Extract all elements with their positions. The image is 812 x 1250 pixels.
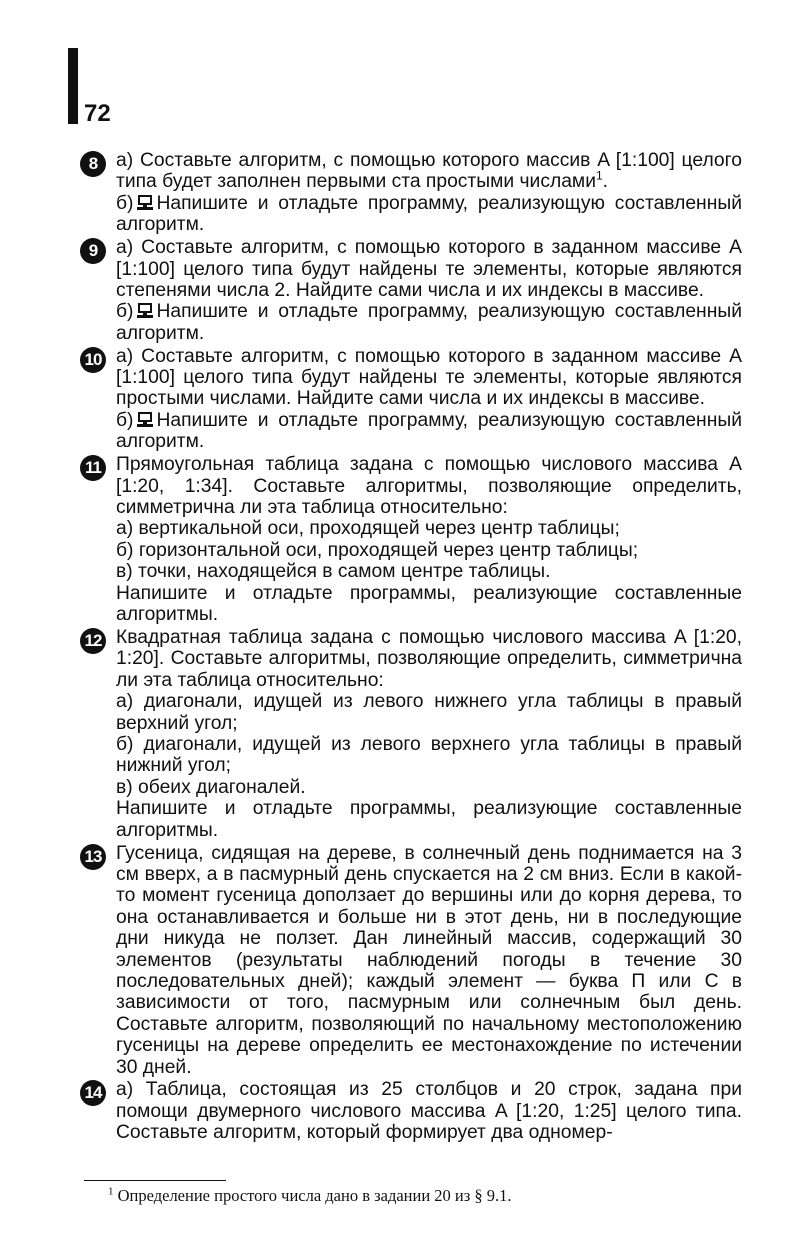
task-text: а) Составьте алгоритм, с помощью которого в заданном массиве A [1:100] целого типа будут найдены те элементы, которые являются степенями числа 2. Найдите сами числа и их индексы в массиве.	[116, 237, 742, 301]
task-item	[80, 1079, 742, 1143]
subtask-label: б)	[116, 409, 134, 431]
task-number-badge: 12	[80, 628, 106, 654]
task-paragraph	[116, 454, 742, 518]
task-number-badge: 9	[80, 238, 106, 264]
task-text: в) обеих диагоналей.	[116, 776, 306, 798]
computer-icon	[136, 411, 154, 428]
task-item	[80, 843, 742, 1078]
task-paragraph	[116, 734, 742, 777]
task-paragraph	[116, 777, 742, 798]
task-paragraph	[116, 540, 742, 561]
footnote-text: Определение простого числа дано в задании 20 из § 9.1.	[117, 1186, 512, 1205]
task-item	[80, 627, 742, 841]
task-text: б) диагонали, идущей из левого верхнего угла таблицы в правый нижний угол;	[116, 733, 742, 777]
subtask-label: б)	[116, 192, 134, 214]
task-number-badge: 13	[80, 844, 106, 870]
task-paragraph	[116, 561, 742, 582]
sentence-end: .	[602, 171, 609, 193]
footnote-mark: 1	[108, 1185, 114, 1198]
task-paragraph	[116, 843, 742, 1078]
task-text: в) точки, находящейся в самом центре таблицы.	[116, 561, 551, 583]
task-text: Напишите и отладьте программы, реализующие составленные алгоритмы.	[116, 582, 742, 626]
task-paragraph	[116, 583, 742, 626]
task-paragraph	[116, 301, 742, 344]
task-text: а) вертикальной оси, проходящей через центр таблицы;	[116, 518, 620, 540]
task-paragraph	[116, 150, 742, 193]
task-number-badge: 8	[80, 151, 106, 177]
task-list	[80, 150, 742, 1145]
task-paragraph	[116, 798, 742, 841]
task-number-badge: 11	[80, 455, 106, 481]
task-text: Напишите и отладьте программу, реализующую составленный алгоритм.	[116, 409, 742, 453]
task-item	[80, 237, 742, 344]
task-text: Прямоугольная таблица задана с помощью числового массива A [1:20, 1:34]. Составьте алгоритмы, позволяющие определить, симметрична ли эта таблица относительно:	[116, 454, 742, 518]
task-number-badge: 10	[80, 347, 106, 373]
task-text: а) Таблица, состоящая из 25 столбцов и 20 строк, задана при помощи двумерного числового массива A [1:20, 1:25] целого типа. Составьте алгоритм, который формирует два одномер-	[116, 1079, 742, 1144]
task-text: Квадратная таблица задана с помощью числового массива A [1:20, 1:20]. Составьте алгоритмы, позволяющие определить, симметрична ли эта таблица относительно:	[116, 626, 742, 691]
task-text: а) Составьте алгоритм, с помощью которого в заданном массиве A [1:100] целого типа будут найдены те элементы, которые являются простыми числами. Найдите сами числа и их индексы в массиве.	[116, 345, 742, 410]
task-paragraph	[116, 193, 742, 236]
footnote-divider	[84, 1180, 226, 1181]
task-text: Напишите и отладьте программу, реализующую составленный алгоритм.	[116, 192, 742, 236]
task-number-badge: 14	[80, 1080, 106, 1106]
computer-icon	[136, 194, 154, 211]
task-paragraph	[116, 627, 742, 691]
page-number: 72	[84, 100, 111, 127]
task-paragraph	[116, 237, 742, 301]
task-paragraph	[116, 518, 742, 539]
task-paragraph	[116, 1079, 742, 1143]
task-text: Гусеница, сидящая на дереве, в солнечный день поднимается на 3 см вверх, а в пасмурный день спускается на 2 см вниз. Если в какой-то момент гусеница доползает до вершины или до корня дерева, то она останавливается и больше ни в этот день, ни в последующие дни никуда не ползет. Дан линейный массив, содержащий 30 элементов (результаты наблюдений погоды в течение 30 последовательных дней); каждый элемент — буква П или С в зависимости от того, пасмурным или солнечным был день. Составьте алгоритм, позволяющий по начальному местоположению гусеницы на дереве определить ее местонахождение по истечении 30 дней.	[116, 842, 742, 1078]
page-marker-bar	[68, 48, 78, 124]
task-item	[80, 454, 742, 625]
task-text: б) горизонтальной оси, проходящей через центр таблицы;	[116, 539, 639, 561]
footnote-reference: 1	[595, 168, 603, 183]
subtask-label: б)	[116, 301, 134, 323]
computer-icon	[136, 302, 154, 319]
task-text: а) Составьте алгоритм, с помощью которого массив A [1:100] целого типа будет заполнен первыми ста простыми числами	[116, 150, 742, 193]
task-paragraph	[116, 691, 742, 734]
task-text: а) диагонали, идущей из левого нижнего угла таблицы в правый верхний угол;	[116, 691, 742, 734]
task-item	[80, 346, 742, 453]
task-text: Напишите и отладьте программу, реализующую составленный алгоритм.	[116, 301, 742, 344]
footnote	[108, 1186, 512, 1206]
task-paragraph	[116, 346, 742, 410]
task-item	[80, 150, 742, 236]
task-text: Напишите и отладьте программы, реализующие составленные алгоритмы.	[116, 798, 742, 841]
task-paragraph	[116, 410, 742, 453]
